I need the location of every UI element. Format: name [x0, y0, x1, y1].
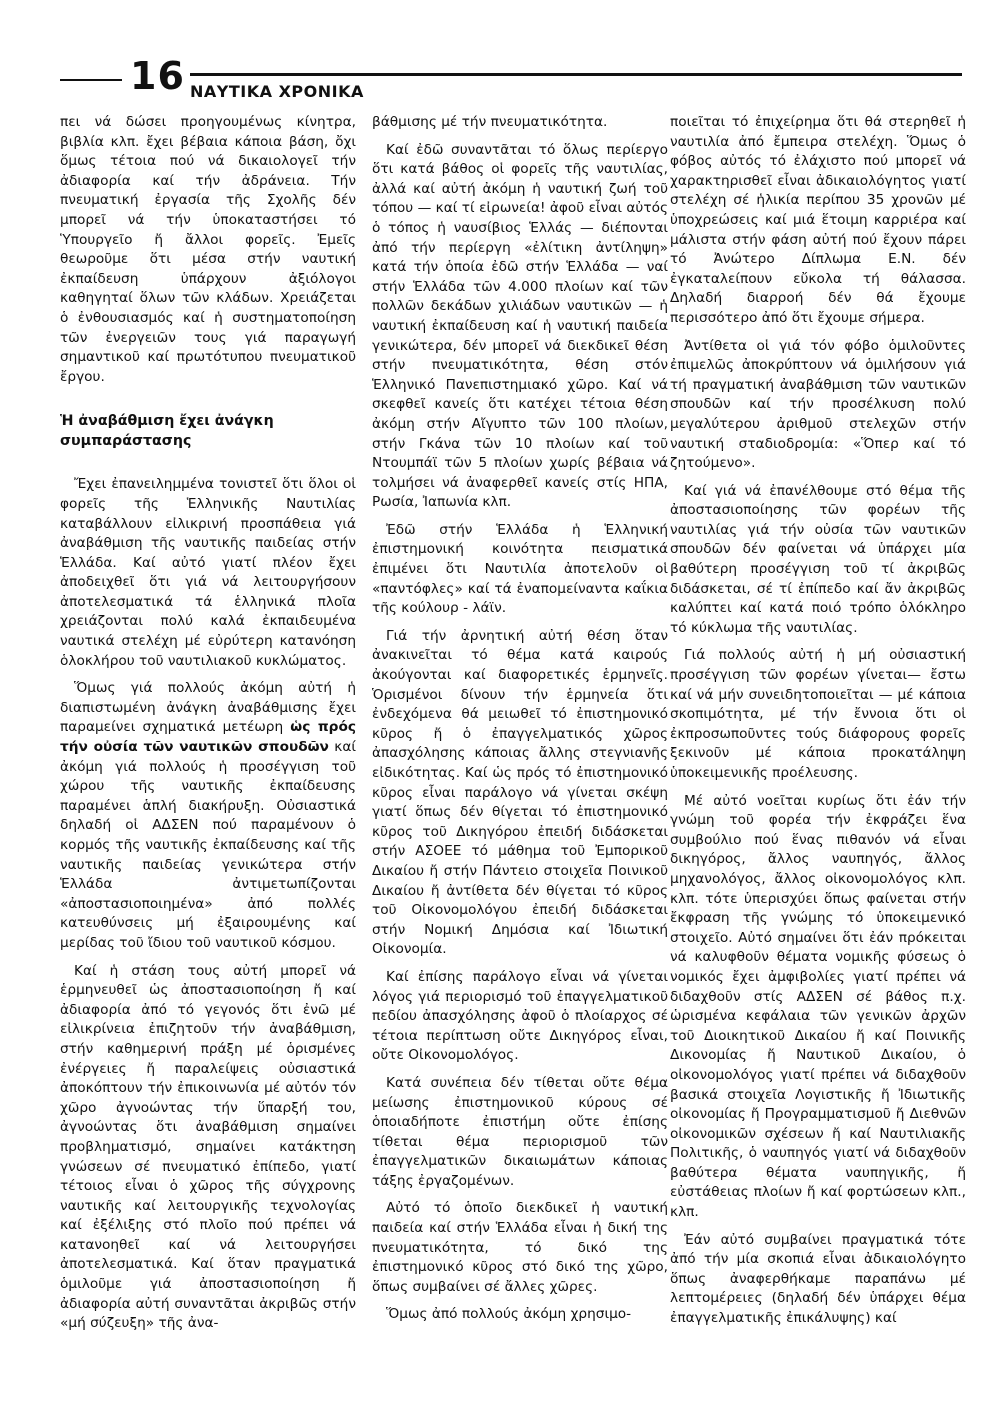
- paragraph: Γιά τήν ἀρνητική αὐτή θέση ὅταν ἀνακινεῖται τό θέμα κατά καιρούς ἀκούγονται καί διαφορετικές ἑρμηνεῖς. Ὁρισμένοι δίνουν τήν ἑρμηνεία ὅτι ἐνδεχόμενα θά μειωθεῖ τό ἐπιστημονικό κῦρος ἤ ὁ ἐπαγγελματικός χῶρος ἀπασχόλησης κάποιας ἄλλης στεγνιανῆς εἰδικότητας. Καί ὡς πρός τό ἐπιστημονικό κῦρος εἶναι παράλογο νά γίνεται σκέψη γιατί ὅπως δέν θίγεται τό ἐπιστημονικό κῦρος τοῦ Δικηγόρου ἐπειδή διδάσκεται στήν ΑΣΟΕΕ τό μάθημα τοῦ Ἐμπορικοῦ Δικαίου ἤ στήν Πάντειο στοιχεῖα Ποινικοῦ Δικαίου ἤ ἀντίθετα δέν θίγεται τό κῦρος τοῦ Οἰκονομολόγου ἐπειδή διδάσκεται στήν Νομική Δημόσια καί Ἰδιωτική Οἰκονομία.: [372, 627, 668, 958]
- magazine-title: ΝΑΥΤΙΚΑ ΧΡΟΝΙΚΑ: [190, 82, 364, 101]
- paragraph-text: καί ἀκόμη γιά πολλούς ἡ προσέγγιση τοῦ χώρου τῆς ναυτικῆς ἐκπαίδευσης παραμένει ἁπλή διακήρυξη. Οὐσιαστικά δηλαδή οἱ ΑΔΣΕΝ πού παραμένουν ὁ κορμός τῆς ναυτικῆς ἐκπαίδευσης καί τῆς ναυτικῆς παιδείας γενικώτερα στήν Ἑλλάδα ἀντιμετωπίζονται «ἀποστασιοποιημένα» ἀπό πολλές κατευθύνσεις μή ἐξαιρουμένης καί μερίδας τοῦ ἴδιου τοῦ ναυτικοῦ κόσμου.: [60, 739, 356, 951]
- paragraph-text: Ὅμως γιά πολλούς ἀκόμη αὐτή ἡ διαπιστωμένη ἀνάγκη ἀναβάθμισης ἔχει παραμείνει σχηματικά μετέωρη: [60, 680, 356, 736]
- column-3: [670, 113, 966, 1337]
- paragraph: [60, 679, 356, 953]
- paragraph: Ἀντίθετα οἱ γιά τόν φόβο ὁμιλοῦντες ἐπιμελῶς ἀποκρύπτουν νά ὁμιλήσουν γιά τή πραγματική ἀναβάθμιση τῶν ναυτικῶν σπουδῶν καί τήν προσέλκυση πολύ μεγαλύτερου ἀριθμοῦ στελεχῶν στήν ναυτική σταδιοδρομία: «Ὅπερ καί τό ζητούμενο».: [670, 337, 966, 472]
- header-rule-right: [190, 73, 962, 76]
- paragraph: Ἐάν αὐτό συμβαίνει πραγματικά τότε ἀπό τήν μία σκοπιά εἶναι ἀδικαιολόγητο ὅπως ἀναφερθήκαμε παραπάνω μέ λεπτομέρειες (δηλαδή δέν ὑπάρχει θέμα ἐπαγγελματικῆς ἐπικάλυψης) καί: [670, 1231, 966, 1327]
- paragraph: Καί ἡ στάση τους αὐτή μπορεῖ νά ἑρμηνευθεῖ ὡς ἀποστασιοποίηση ἤ καί ἀδιαφορία ἀπό τό γεγονός ὅτι ἐνῶ μέ εἰλικρίνεια ἐπιζητοῦν τήν ἀναβάθμιση, στήν καθημερινή πράξη μέ ὁρισμένες ἐνέργειες ἤ παραλείψεις οὐσιαστικά ἀποκόπτουν τήν ἐπικοινωνία μέ αὐτόν τόν χῶρο ἀγνοώντας τήν ὕπαρξή του, ἀγνοώντας ὅτι ἀναβάθμιση σημαίνει προβληματισμό, σημαίνει κατάκτηση γνώσεων σέ πνευματικό ἐπίπεδο, γιατί τέτοιος εἶναι ὁ χῶρος τῆς σύγχρονης ναυτικῆς καί λειτουργικῆς τεχνολογίας καί ἐξέλιξης στό πλοῖο πού πρέπει νά κατανοηθεῖ καί νά λειτουργήσει ἀποτελεσματικά. Καί ὅταν πραγματικά ὁμιλοῦμε γιά ἀποστασιοποίηση ἤ ἀδιαφορία αὐτή συναντᾶται ἀκριβῶς στήν «μή σύζευξη» τῆς ἀνα-: [60, 962, 356, 1332]
- emphasis-text: ὡς πρός τήν οὐσία τῶν ναυτικῶν σπουδῶν: [60, 719, 356, 756]
- paragraph: βάθμισης μέ τήν πνευματικότητα.: [372, 114, 608, 130]
- paragraph: πει νά δώσει προηγουμένως κίνητρα, βιβλία κλπ. ἔχει βέβαια κάποια βάση, ὄχι ὅμως τέτοια πού νά δικαιολογεῖ τήν ἀδιαφορία καί τήν ἀδράνεια. Τήν πνευματική ἐργασία τῆς Σχολῆς δέν μπορεῖ νά τήν ὑποκαταστήσει τό Ὑπουργεῖο ἤ ἄλλοι φορεῖς. Ἐμεῖς θεωροῦμε ὅτι μέσα στήν ναυτική ἐκπαίδευση ὑπάρχουν ἀξιόλογοι καθηγηταί ὅλων τῶν κλάδων. Χρειάζεται ὁ ἐνθουσιασμός καί ἡ συστηματοποίηση τῶν ἐνεργειῶν τους γιά παραγωγή σημαντικοῦ καί πρωτότυπου πνευματικοῦ ἔργου.: [60, 114, 356, 385]
- paragraph: Κατά συνέπεια δέν τίθεται οὔτε θέμα μείωσης ἐπιστημονικοῦ κύρους σέ ὁποιαδήποτε ἐπιστήμη οὔτε ἐπίσης τίθεται θέμα περιορισμοῦ τῶν ἐπαγγελματικῶν δικαιωμάτων κάποιας τάξης ἐργαζομένων.: [372, 1074, 668, 1189]
- paragraph: Ὅμως ἀπό πολλούς ἀκόμη χρησιμο-: [386, 1306, 632, 1323]
- paragraph: Καί ἐδῶ συναντᾶται τό ὅλως περίεργο ὅτι κατά βάθος οἱ φορεῖς τῆς ναυτιλίας, ἀλλά καί αὐτή ἀκόμη ἡ ναυτική ζωή τοῦ τόπου — καί τί εἰρωνεία! ἀφοῦ εἶναι αὐτός ὁ τόπος ἡ ναυσίβιος Ἑλλάς — διέπονται ἀπό τήν περίεργη «ἐλίτικη ἀντίληψη» κατά τήν ὁποία ἐδῶ στήν Ἑλλάδα — ναί στήν Ἑλλάδα τῶν 4.000 πλοίων καί τῶν πολλῶν δεκάδων χιλιάδων ναυτικῶν — ἡ ναυτική ἐκπαίδευση καί ἡ ναυτική παιδεία γενικώτερα, δέν μπορεῖ νά διεκδικεῖ θέση στήν πνευματικότητα, θέση στόν Ἑλληνικό Πανεπιστημιακό χῶρο. Καί νά σκεφθεῖ κανείς ὅτι κατέχει τέτοια θέση ἀκόμη στήν Αἴγυπτο τῶν 100 πλοίων, στήν Γκάνα τῶν 10 πλοίων καί τοῦ Ντουμπάϊ τῶν 5 πλοίων χωρίς βέβαια νά τολμήσει νά ἀναφερθεῖ κανείς στίς ΗΠΑ, Ρωσία, Ἰαπωνία κλπ.: [372, 141, 668, 511]
- paragraph: ποιεῖται τό ἐπιχείρημα ὅτι θά στερηθεῖ ἡ ναυτιλία ἀπό ἔμπειρα στελέχη. Ὅμως ὁ φόβος αὐτός τό ἐλάχιστο πού μπορεῖ νά χαρακτηρισθεῖ εἶναι ἀδικαιολόγητος γιατί στελέχη σέ ἡλικία περίπου 35 χρονῶν μέ ὑποχρεώσεις καί μιά ἕτοιμη καρριέρα καί μάλιστα στήν φάση αὐτή πού ἔχουν πάρει τό Ἀνώτερο Δίπλωμα Ε.Ν. δέν ἐγκαταλείπουν εὔκολα τή θάλασσα. Δηλαδή διαρροή δέν θά ἔχουμε περισσότερο ἀπό ὅτι ἔχουμε σήμερα.: [670, 114, 966, 326]
- header-rule-left: [60, 79, 122, 81]
- paragraph: Ἔχει ἐπανειλημμένα τονιστεῖ ὅτι ὅλοι οἱ φορεῖς τῆς Ἑλληνικῆς Ναυτιλίας καταβάλλουν εἰλικρινή προσπάθεια γιά ἀναβάθμιση τῆς ναυτικῆς παιδείας στήν Ἑλλάδα. Καί αὐτό γιατί πλέον ἔχει ἀποδειχθεῖ ὅτι γιά νά λειτουργήσουν ἀποτελεσματικά τά ἑλληνικά πλοῖα χρειάζονται πολύ καλά ἐκπαιδευμένα ναυτικά στελέχη μέ εὐρύτερη κατανόηση ὁλοκλήρου τοῦ ναυτιλιακοῦ κυκλώματος.: [60, 476, 356, 669]
- column-2: [372, 113, 668, 1333]
- paragraph: Αὐτό τό ὁποῖο διεκδικεῖ ἡ ναυτική παιδεία καί στήν Ἑλλάδα εἶναι ἡ δική της πνευματικότητα, τό δικό της ἐπιστημονικό κῦρος στό δικό της χῶρο, ὅπως συμβαίνει σέ ἄλλες χῶρες.: [372, 1200, 668, 1295]
- paragraph: Ἐδῶ στήν Ἑλλάδα ἡ Ἑλληνική ἐπιστημονική κοινότητα πεισματικά ἐπιμένει ὅτι Ναυτιλία ἀποτελοῦν οἱ «παντόφλες» καί τά ἐναπομείναντα καΐκια τῆς κούλουρ - λάϊν.: [372, 521, 668, 617]
- paragraph: Μέ αὐτό νοεῖται κυρίως ὅτι ἐάν τήν γνώμη τοῦ φορέα τήν ἐκφράζει ἕνα συμβούλιο πού ἕνας πιθανόν νά εἶναι δικηγόρος, ἄλλος ναυπηγός, ἄλλος μηχανολόγος, ἄλλος οἰκονομολόγος κλπ. κλπ. τότε ὑπερισχύει ὅπως φαίνεται στήν ἔκφραση τῆς γνώμης τό ὑποκειμενικό στοιχεῖο. Αὐτό σημαίνει ὅτι ἐάν πρόκειται νά καλυφθοῦν θέματα νομικῆς φύσεως ὁ νομικός ἔχει ἀμφιβολίες γιατί πρέπει νά διδαχθοῦν στίς ΑΔΣΕΝ σέ βάθος π.χ. ὡρισμένα κεφάλαια τῶν γενικῶν ἀρχῶν τοῦ Διοικητικοῦ Δικαίου ἤ καί Ποινικῆς Δικονομίας ἤ Ναυτικοῦ Δικαίου, ὁ οἰκονομολόγος γιατί πρέπει νά διδαχθοῦν βασικά στοιχεῖα Λογιστικῆς ἤ Ἰδιωτικῆς οἰκονομίας ἤ Προγραμματισμοῦ ἤ Διεθνῶν οἰκονομικῶν σχέσεων ἤ καί Ναυτιλιακῆς Πολιτικῆς, ὁ ναυπηγός γιατί νά διδαχθοῦν βαθύτερα θέματα ναυπηγικῆς, ἤ εὐστάθειας πλοίων ἤ καί φορτώσεων κλπ., κλπ.: [670, 792, 966, 1221]
- column-1: [60, 113, 356, 1342]
- paragraph: Γιά πολλούς αὐτή ἡ μή οὐσιαστική προσέγγιση τῶν φορέων γίνεται— ἔστω καί νά μήν συνειδητοποιεῖται — μέ κάποια σκοπιμότητα, μέ τήν ἔννοια ὅτι οἱ ἐκπροσωποῦντες τούς διάφορους φορεῖς ξεκινοῦν μέ κάποια προκατάληψη ὑποκειμενικῆς προέλευσης.: [670, 647, 966, 781]
- paragraph: Καί γιά νά ἐπανέλθουμε στό θέμα τῆς ἀποστασιοποίησης τῶν φορέων τῆς ναυτιλίας γιά τήν οὐσία τῶν ναυτικῶν σπουδῶν δέν φαίνεται νά ὑπάρχει μία βαθύτερη προσέγγιση τοῦ τί ἀκριβῶς διδάσκεται, σέ τί ἐπίπεδο καί ἄν ἀκριβῶς καλύπτει καί κατά ποιό τρόπο ὁλόκληρο τό κύκλωμα τῆς ναυτιλίας.: [670, 482, 966, 636]
- section-heading: Ἡ ἀναβάθμιση ἔχει ἀνάγκη συμπαράστασης: [60, 413, 274, 450]
- paragraph: Καί ἐπίσης παράλογο εἶναι νά γίνεται λόγος γιά περιορισμό τοῦ ἐπαγγελματικοῦ πεδίου ἀπασχόλησης ἀφοῦ ὁ πλοίαρχος σέ τέτοια περίπτωση οὔτε Δικηγόρος εἶναι, οὔτε Οἰκονομολόγος.: [372, 968, 668, 1064]
- page-number: 16: [130, 54, 185, 98]
